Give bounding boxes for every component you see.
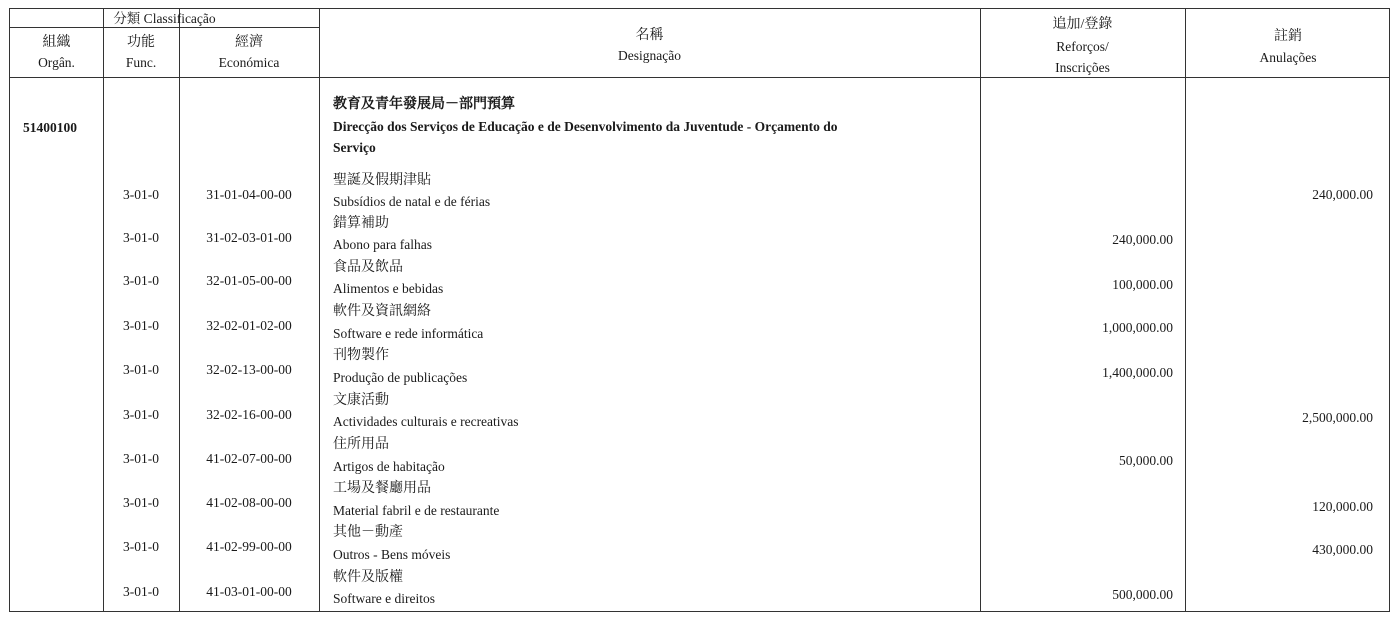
row-name-zh: 刊物製作 <box>333 348 389 363</box>
row-func: 3-01-0 <box>123 495 159 510</box>
row-econ: 31-02-03-01-00 <box>206 230 292 245</box>
row-anulacoes: 240,000.00 <box>1312 187 1373 202</box>
header-classification: 分類 Classificação <box>113 11 216 26</box>
row-name-pt: Outros - Bens móveis <box>333 547 451 562</box>
row-name-pt: Material fabril e de restaurante <box>333 503 500 518</box>
row-econ: 41-03-01-00-00 <box>206 584 292 599</box>
row-name-zh: 軟件及版權 <box>333 570 403 585</box>
budget-table <box>9 8 1390 612</box>
row-name-pt: Alimentos e bebidas <box>333 281 444 296</box>
row-econ: 31-01-04-00-00 <box>206 187 292 202</box>
header-reforcos-zh: 追加/登錄 <box>1052 17 1113 32</box>
header-reforcos-pt2: Inscrições <box>1055 60 1110 75</box>
row-name-pt: Software e direitos <box>333 591 435 606</box>
col-divider <box>1185 9 1186 611</box>
row-name-zh: 錯算補助 <box>333 216 389 231</box>
col-divider <box>103 9 104 611</box>
header-organ-zh: 組織 <box>42 35 71 50</box>
header-organ-pt: Orgân. <box>38 55 75 70</box>
header-name-pt: Designação <box>618 48 681 63</box>
header-name-zh: 名稱 <box>635 28 664 43</box>
row-econ: 32-02-16-00-00 <box>206 407 292 422</box>
row-anulacoes: 2,500,000.00 <box>1302 410 1373 425</box>
row-func: 3-01-0 <box>123 187 159 202</box>
row-name-pt: Abono para falhas <box>333 237 432 252</box>
row-name-zh: 工場及餐廳用品 <box>333 481 431 496</box>
header-func-pt: Func. <box>125 55 157 70</box>
row-reforcos: 1,400,000.00 <box>1102 365 1173 380</box>
row-econ: 41-02-07-00-00 <box>206 451 292 466</box>
section-title-zh: 教育及青年發展局－部門預算 <box>333 97 515 112</box>
row-econ: 41-02-08-00-00 <box>206 495 292 510</box>
row-anulacoes: 430,000.00 <box>1312 542 1373 557</box>
row-name-pt: Produção de publicações <box>333 370 468 385</box>
row-func: 3-01-0 <box>123 407 159 422</box>
row-name-pt: Subsídios de natal e de férias <box>333 194 491 209</box>
row-name-zh: 其他－動產 <box>333 525 403 540</box>
section-title-pt-line1: Direcção dos Serviços de Educação e de Desenvolvimento da Juventude - Orçamento do <box>333 119 838 134</box>
row-name-zh: 住所用品 <box>333 437 389 452</box>
row-reforcos: 240,000.00 <box>1112 232 1173 247</box>
classification-divider <box>10 27 319 28</box>
row-reforcos: 100,000.00 <box>1112 277 1173 292</box>
row-func: 3-01-0 <box>123 230 159 245</box>
col-divider <box>179 9 180 611</box>
header-divider <box>10 77 1389 78</box>
row-name-pt: Artigos de habitação <box>333 459 445 474</box>
row-name-pt: Actividades culturais e recreativas <box>333 414 519 429</box>
row-econ: 32-01-05-00-00 <box>206 273 292 288</box>
row-name-zh: 聖誕及假期津貼 <box>333 173 431 188</box>
header-econ-pt: Económica <box>218 55 280 70</box>
header-econ-zh: 經濟 <box>235 35 263 50</box>
row-econ: 41-02-99-00-00 <box>206 539 292 554</box>
row-name-zh: 文康活動 <box>333 393 389 408</box>
row-name-zh: 食品及飲品 <box>333 260 403 275</box>
header-anulacoes-pt: Anulações <box>1259 50 1317 65</box>
row-func: 3-01-0 <box>123 451 159 466</box>
row-func: 3-01-0 <box>123 539 159 554</box>
organ-code: 51400100 <box>23 120 77 135</box>
row-reforcos: 50,000.00 <box>1119 453 1173 468</box>
row-name-pt: Software e rede informática <box>333 326 484 341</box>
row-func: 3-01-0 <box>123 362 159 377</box>
row-econ: 32-02-01-02-00 <box>206 318 292 333</box>
header-func-zh: 功能 <box>127 35 155 50</box>
row-func: 3-01-0 <box>123 584 159 599</box>
header-anulacoes-zh: 註銷 <box>1274 29 1302 44</box>
row-name-zh: 軟件及資訊網絡 <box>333 304 431 319</box>
row-func: 3-01-0 <box>123 273 159 288</box>
row-reforcos: 500,000.00 <box>1112 587 1173 602</box>
row-reforcos: 1,000,000.00 <box>1102 320 1173 335</box>
row-func: 3-01-0 <box>123 318 159 333</box>
section-title-pt-line2: Serviço <box>333 140 376 155</box>
header-reforcos-pt1: Reforços/ <box>1056 39 1109 54</box>
row-econ: 32-02-13-00-00 <box>206 362 292 377</box>
row-anulacoes: 120,000.00 <box>1312 499 1373 514</box>
col-divider <box>319 9 320 611</box>
col-divider <box>980 9 981 611</box>
